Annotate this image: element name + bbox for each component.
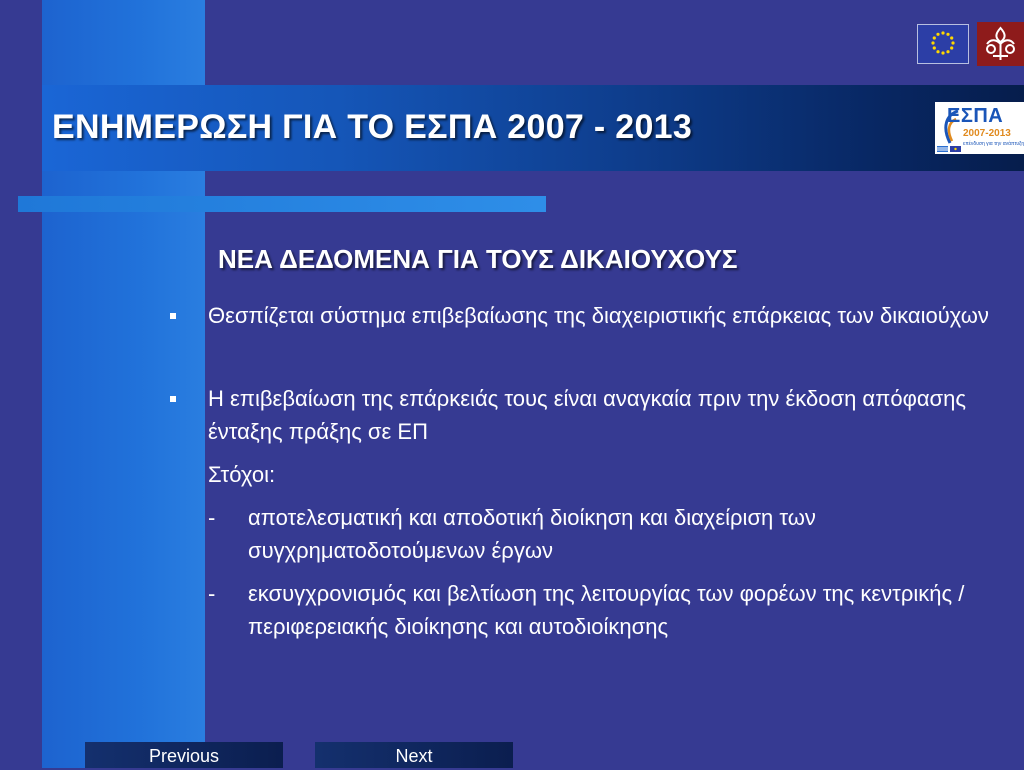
goals-label: Στόχοι: — [208, 462, 276, 487]
accent-divider — [18, 196, 546, 212]
bullet-marker-icon — [170, 396, 176, 402]
previous-button[interactable]: Previous — [85, 742, 283, 768]
goal-item: εκσυγχρονισμός και βελτίωση της λειτουργίας των φορέων της κεντρικής / περιφερειακής διοίκησης και αυτοδιοίκησης — [248, 581, 965, 639]
goal-item: αποτελεσματική και αποδοτική διοίκηση και διαχείριση των συγχρηματοδοτούμενων έργων — [248, 505, 816, 563]
bullet-item: Θεσπίζεται σύστημα επιβεβαίωσης της διαχειριστικής επάρκειας των δικαιούχων — [208, 303, 989, 328]
dash-marker: - — [208, 581, 216, 606]
next-button[interactable]: Next — [315, 742, 513, 768]
section-heading: ΝΕΑ ΔΕΔΟΜΕΝΑ ΓΙΑ ΤΟΥΣ ΔΙΚΑΙΟΥΧΟΥΣ — [218, 244, 738, 274]
espa-logo-word: ΕΣΠΑ — [947, 105, 1004, 127]
eu-flag-icon — [917, 24, 969, 64]
dash-marker: - — [208, 505, 216, 530]
bullet-item: Η επιβεβαίωση της επάρκειάς τους είναι αναγκαία πριν την έκδοση απόφασης ένταξης πράξης σε ΕΠ — [208, 386, 966, 444]
espa-logo — [935, 102, 1024, 154]
bullet-marker-icon — [170, 313, 176, 319]
emblem-icon — [977, 22, 1024, 66]
espa-logo-tagline: επένδυση για την ανάπτυξη — [963, 141, 1024, 147]
espa-logo-years: 2007-2013 — [963, 128, 1011, 139]
slide-title: ΕΝΗΜΕΡΩΣΗ ΓΙΑ ΤΟ ΕΣΠΑ 2007 - 2013 — [52, 108, 693, 146]
flags-icon — [937, 146, 961, 152]
